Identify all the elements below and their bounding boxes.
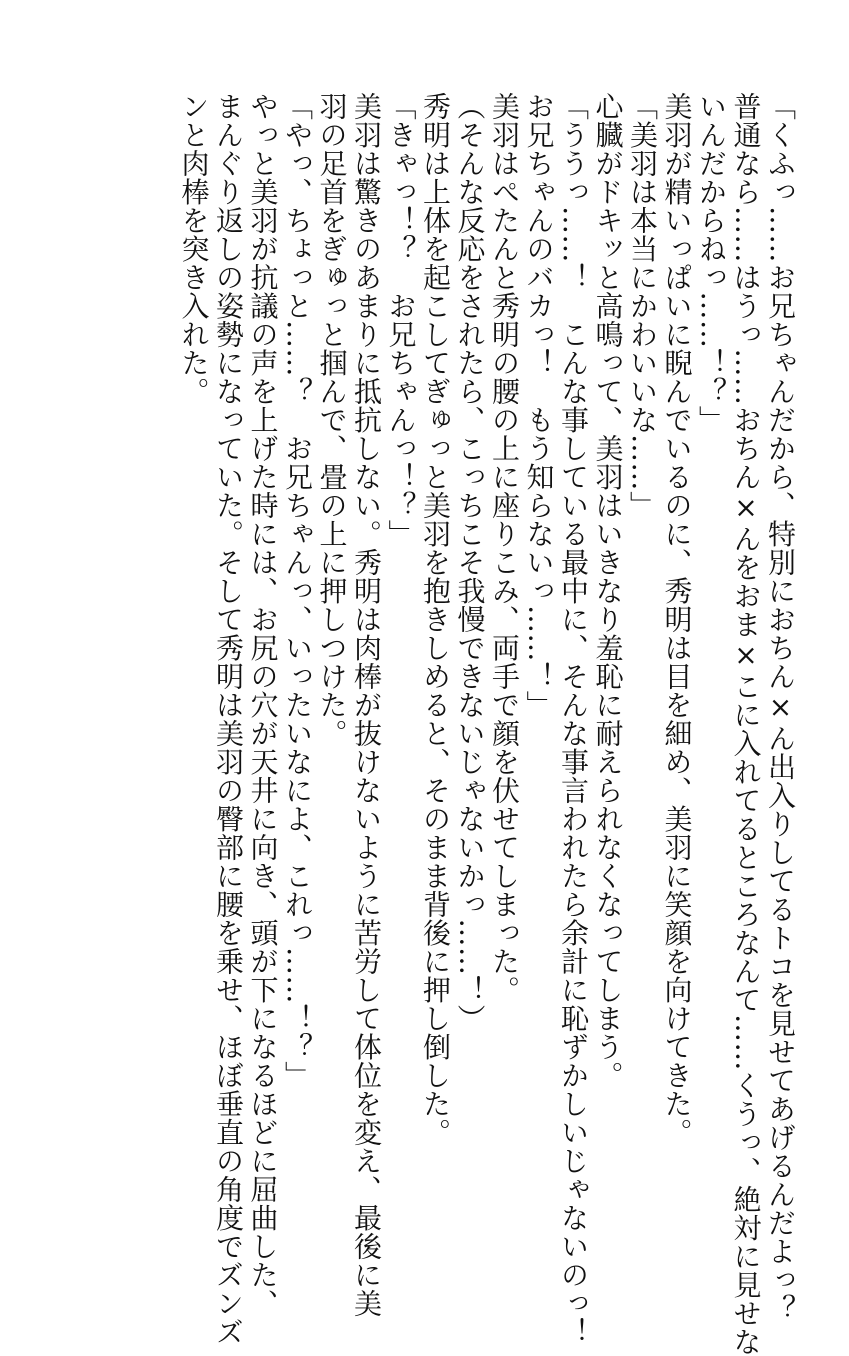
text-line: お兄ちゃんのバカっ！ もう知らないっ……！」	[522, 92, 556, 719]
text-line: 「美羽は本当にかわいいな……」	[626, 92, 659, 520]
text-line: やっと美羽が抗議の声を上げた時には、お尻の穴が天井に向き、頭が下になるほどに屈曲した、	[246, 92, 280, 1318]
text-line: 心臓がドキッと高鳴って、美羽はいきなり羞恥に耐えられなくなってしまう。	[591, 92, 625, 1090]
text-line: 「くふっ……お兄ちゃんだから、特別におちん×ん出入りしてるトコを見せてあげるんだよっ？	[764, 92, 797, 1323]
text-line: ンと肉棒を突き入れた。	[177, 92, 211, 406]
text-line: （そんな反応をされたら、こっちこそ我慢できないじゃないかっ……！）	[453, 92, 487, 1033]
text-line: 秀明は上体を起こしてぎゅっと美羽を抱きしめると、そのまま背後に押し倒した。	[419, 92, 452, 1147]
text-line: 「きゃっ！？ お兄ちゃんっ！？」	[384, 92, 418, 548]
text-line: 美羽が精いっぱいに睨んでいるのに、秀明は目を細め、美羽に笑顔を向けてきた。	[660, 92, 694, 1147]
text-line: 「やっ、ちょっと……？ お兄ちゃんっ、いったいなによ、これっ……！？」	[281, 92, 314, 1090]
text-line: 普通なら……はうっ……おちん×んをおま×こに入れてるところなんて……くうっ、絶対に見せな	[729, 92, 763, 1356]
text-line: まんぐり返しの姿勢になっていた。そして秀明は美羽の臀部に腰を乗せ、ほぼ垂直の角度でズンズ	[212, 92, 245, 1346]
vertical-text-body	[176, 92, 797, 1356]
text-line: 美羽はぺたんと秀明の腰の上に座りこみ、両手で顔を伏せてしまった。	[488, 92, 521, 1004]
text-line: 羽の足首をぎゅっと掴んで、畳の上に押しつけた。	[315, 92, 349, 748]
text-line: 「ううっ……！ こんな事している最中に、そんな事言われたら余計に恥ずかしいじゃないのっ！	[557, 92, 590, 1346]
text-line: いんだからねっ……！？」	[695, 92, 728, 434]
text-line: 美羽は驚きのあまりに抵抗しない。秀明は肉棒が抜けないように苦労して体位を変え、最後に美	[350, 92, 383, 1318]
